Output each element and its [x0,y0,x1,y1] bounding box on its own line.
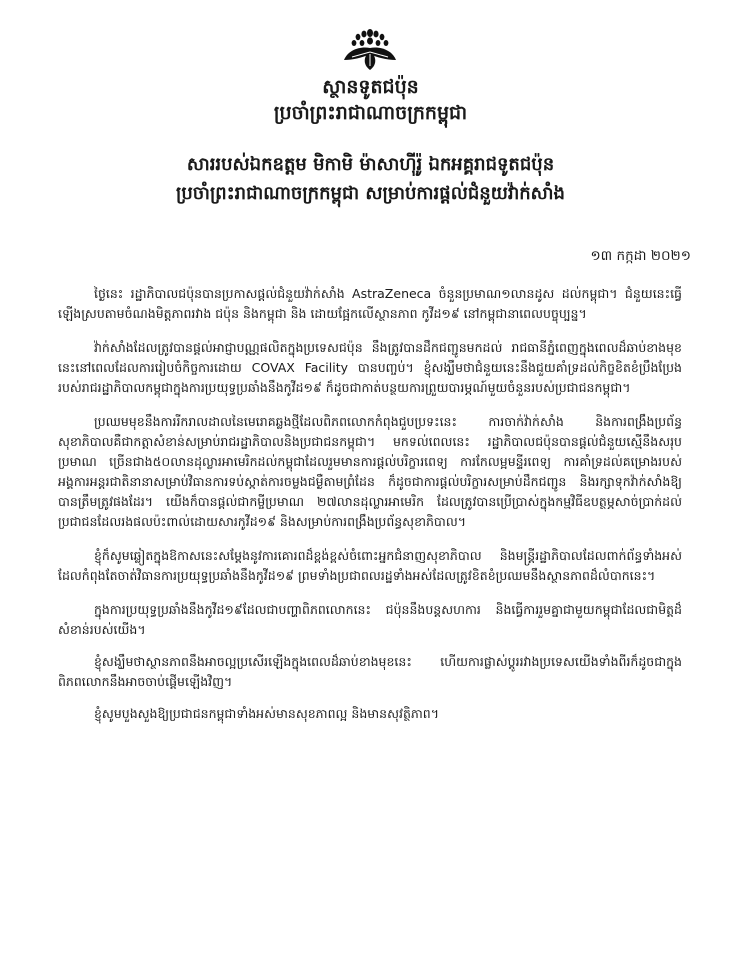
document-body [58,284,682,736]
embassy-location: ប្រចាំព្រះរាជាណាចក្រកម្ពុជា [273,102,468,124]
paragraph-7: ខ្ញុំសូមបួងសួងឱ្យប្រជាជនកម្ពុជាទាំងអស់មានសុខភាពល្អ និងមានសុវត្ថិភាព។ [94,706,439,721]
paragraph-1: ថ្ងៃនេះ រដ្ឋាភិបាលជប៉ុនបានប្រកាសផ្តល់ជំនួយវ៉ាក់សាំង AstraZeneca ចំនួនប្រមាណ១លានដូស ដល់កម្ពុជា។ ជំនួយនេះធ្វើឡើងស្របតាមចំណងមិត្តភាពរវាង ជប៉ុន និងកម្ពុជា និង ដោយផ្អែកលើស្ថានភាព កូវីដ១៩ នៅកម្ពុជានាពេលបច្ចុប្បន្ន។ [58,286,682,321]
paragraph-4: ខ្ញុំក៏សូមឆ្លៀតក្នុងឱកាសនេះសម្តែងនូវការគោរពដ៏ខ្ពង់ខ្ពស់ចំពោះអ្នកជំនាញសុខាភិបាល និងមន្ត្រីរដ្ឋាភិបាលដែលពាក់ព័ន្ធទាំងអស់ដែលកំពុងតែចាត់វិធានការប្រយុទ្ធប្រឆាំងនឹងកូវីដ១៩ ព្រមទាំងប្រជាពលរដ្ឋទាំងអស់ដែលត្រូវខិតខំប្រឈមនឹងស្ថានភាពដ៏លំបាកនេះ។ [58,548,682,583]
message-title-line2: ប្រចាំព្រះរាជាណាចក្រកម្ពុជា សម្រាប់ការផ្តល់ជំនួយវ៉ាក់សាំង [176,183,565,204]
paulownia-emblem-icon [340,28,400,72]
paragraph-6: ខ្ញុំសង្ឃឹមថាស្ថានភាពនឹងអាចល្អប្រសើរឡើងក្នុងពេលដ៏ឆាប់ខាងមុខនេះ ហើយការផ្លាស់ប្តូររវាងប្រទេសយើងទាំងពីរក៏ដូចជាក្នុងពិភពលោកនឹងអាចចាប់ផ្តើមឡើងវិញ។ [58,654,682,689]
embassy-name: ស្ថានទូតជប៉ុន [322,76,419,98]
message-title-line1: សាររបស់ឯកឧត្តម មិកាមិ ម៉ាសាហ៊ីរ៉ូ ឯកអគ្គរាជទូតជប៉ុន [186,154,555,175]
paragraph-5: ក្នុងការប្រយុទ្ធប្រឆាំងនឹងកូវីដ១៩ដែលជាបញ្ហាពិភពលោកនេះ ជប៉ុននឹងបន្តសហការ និងធ្វើការរួមគ្នាជាមួយកម្ពុជាដែលជាមិត្តដ៏សំខាន់របស់យើង។ [58,602,682,637]
paragraph-3: ប្រឈមមុខនឹងការរីករាលដាលនៃមេរោគឆ្លងថ្មីដែលពិភពលោកកំពុងជួបប្រទះនេះ ការចាក់វ៉ាក់សាំង និងការពង្រឹងប្រព័ន្ធសុខាភិបាលគឺជាកត្តាសំខាន់សម្រាប់រាជរដ្ឋាភិបាលនិងប្រជាជនកម្ពុជា។ មកទល់ពេលនេះ រដ្ឋាភិបាលជប៉ុនបានផ្តល់ជំនួយស្មើនឹងសរុបប្រមាណ ច្រើនជាង៥០លានដុល្លារអាមេរិកដល់កម្ពុជាដែលរួមមានការផ្តល់បរិក្ខារពេទ្យ ការកែលម្អមន្ទីរពេទ្យ ការគាំទ្រដល់គម្រោងរបស់អង្គការអន្តរជាតិនានាសម្រាប់វិធានការទប់ស្កាត់ការចម្លងជម្ងឺតាមព្រំដែន ក៏ដូចជាការផ្តល់បរិក្ខារសម្រាប់ដឹកជញ្ជូន និងរក្សាទុកវ៉ាក់សាំងឱ្យបានត្រឹមត្រូវផងដែរ។ យើងក៏បានផ្តល់ជាកម្ចីប្រមាណ ២៧លានដុល្លារអាមេរិក ដែលត្រូវបានប្រើប្រាស់ក្នុងកម្មវិធីឧបត្ថម្ភសាច់ប្រាក់ដល់ប្រជាជនដែលរងផលប៉ះពាល់ដោយសារកូវីដ១៩ និងសម្រាប់ការពង្រឹងប្រព័ន្ធសុខាភិបាល។ [58,414,682,529]
paragraph-2: វ៉ាក់សាំងដែលត្រូវបានផ្តល់អាជ្ញាបណ្ណផលិតក្នុងប្រទេសជប៉ុន នឹងត្រូវបានដឹកជញ្ជូនមកដល់ រាជធានីភ្នំពេញក្នុងពេលដ៏ឆាប់ខាងមុខនេះនៅពេលដែលការរៀបចំកិច្ចការដោយ COVAX Facility បានបញ្ចប់។ ខ្ញុំសង្ឃឹមថាជំនួយនេះនឹងជួយគាំទ្រដល់កិច្ចខិតខំប្រឹងប្រែងរបស់រាជរដ្ឋាភិបាលកម្ពុជាក្នុងការប្រយុទ្ធប្រឆាំងនឹងកូវីដ១៩ ក៏ដូចជាកាត់បន្ថយការព្រួយបារម្ភណ៍មួយចំនួនរបស់ប្រជាជនកម្ពុជា។ [58,340,682,395]
document-date: ១៣ កក្កដា ២០២១ [590,248,691,264]
